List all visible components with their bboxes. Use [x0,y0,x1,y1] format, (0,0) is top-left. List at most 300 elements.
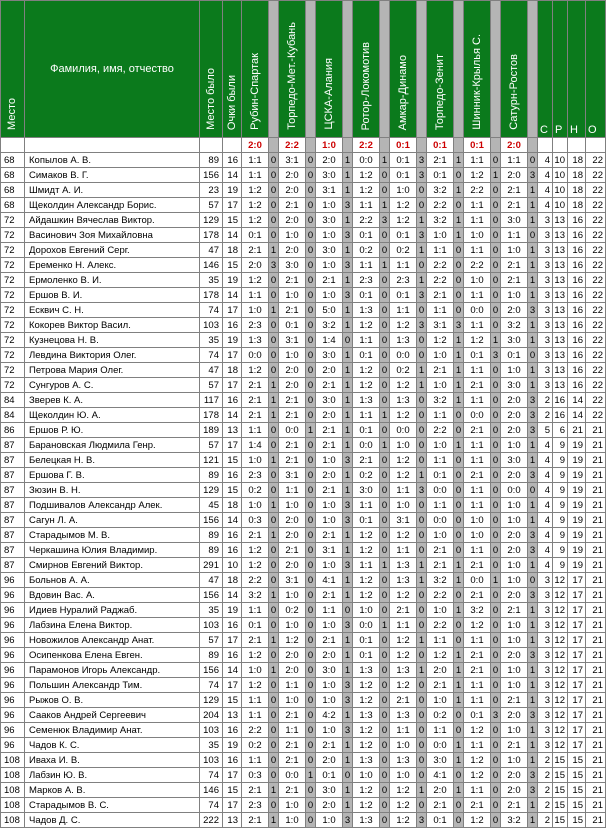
forecast-cell: 1:0 [501,558,528,573]
score-cell: 1 [343,468,353,483]
forecast-cell: 2:1 [464,378,491,393]
n-cell: 17 [568,663,586,678]
score-cell: 1 [343,738,353,753]
forecast-cell: 1:1 [464,198,491,213]
name-cell: Щеколдин Ю. А. [25,408,200,423]
score-cell: 1 [528,498,538,513]
r-cell: 12 [553,723,568,738]
points-were-cell: 16 [223,723,242,738]
forecast-cell: 1:3 [353,303,380,318]
forecast-cell: 2:0 [501,468,528,483]
score-cell: 0 [380,468,390,483]
name-cell: Вдовин Вас. А. [25,588,200,603]
forecast-cell: 2:3 [242,468,269,483]
score-cell: 0 [380,378,390,393]
r-cell: 16 [553,408,568,423]
score-cell: 0 [380,363,390,378]
score-cell: 0 [491,438,501,453]
forecast-cell: 3:2 [316,318,343,333]
table-row [1,753,606,768]
score-cell: 0 [491,243,501,258]
score-cell: 1 [269,378,279,393]
o-cell: 22 [586,213,606,228]
r-cell: 9 [553,468,568,483]
place-was-cell: 129 [200,483,223,498]
table-row [1,513,606,528]
score-cell: 1 [528,798,538,813]
o-cell: 21 [586,633,606,648]
score-cell: 3 [343,453,353,468]
forecast-cell: 0:0 [464,573,491,588]
score-cell: 0 [380,498,390,513]
score-cell: 3 [528,423,538,438]
forecast-cell: 1:2 [390,798,417,813]
score-cell: 3 [528,468,538,483]
score-cell: 0 [269,318,279,333]
forecast-cell: 1:3 [390,663,417,678]
score-cell: 1 [306,423,316,438]
c-cell: 3 [538,288,553,303]
forecast-cell: 1:0 [353,603,380,618]
forecast-cell: 1:2 [242,363,269,378]
r-cell: 12 [553,648,568,663]
forecast-cell: 2:2 [242,723,269,738]
score-cell: 1 [454,333,464,348]
score-cell: 0 [417,498,427,513]
score-cell: 0 [306,573,316,588]
name-cell: Рыжов О. В. [25,693,200,708]
place-cell: 72 [1,363,25,378]
score-cell: 0 [491,228,501,243]
place-was-cell: 57 [200,378,223,393]
name-cell: Черкашина Юлия Владимир. [25,543,200,558]
table-row [1,198,606,213]
n-cell: 15 [568,813,586,828]
score-cell: 1 [417,783,427,798]
score-cell: 0 [380,588,390,603]
header-match-8: Сатурн-Ростов [501,1,528,138]
score-cell: 0 [269,168,279,183]
score-cell: 0 [306,378,316,393]
name-cell: Польшин Александр Тим. [25,678,200,693]
forecast-cell: 1:1 [242,288,269,303]
score-cell: 0 [454,483,464,498]
table-row [1,183,606,198]
score-cell: 0 [380,633,390,648]
place-was-cell: 45 [200,498,223,513]
table-row [1,168,606,183]
forecast-cell: 2:1 [390,693,417,708]
r-cell: 13 [553,213,568,228]
score-cell: 0 [528,153,538,168]
score-cell: 0 [417,738,427,753]
score-cell: 0 [269,288,279,303]
forecast-cell: 1:3 [242,333,269,348]
header-match-4: Ротор-Локомотив [353,1,380,138]
score-cell: 0 [380,783,390,798]
forecast-cell: 2:1 [316,273,343,288]
forecast-cell: 1:3 [353,663,380,678]
place-was-cell: 74 [200,348,223,363]
score-cell: 1 [343,168,353,183]
forecast-cell: 1:2 [353,363,380,378]
score-cell: 1 [343,663,353,678]
name-cell: Лабзина Елена Виктор. [25,618,200,633]
score-cell: 0 [306,783,316,798]
forecast-cell: 1:4 [316,333,343,348]
forecast-cell: 1:2 [464,723,491,738]
forecast-cell: 1:2 [242,558,269,573]
score-cell: 0 [306,513,316,528]
forecast-cell: 3:0 [501,453,528,468]
r-cell: 15 [553,768,568,783]
forecast-cell: 1:0 [316,258,343,273]
score-cell: 1 [269,408,279,423]
header-match-3: ЦСКА-Алания [316,1,343,138]
forecast-cell: 3:0 [316,663,343,678]
place-was-cell: 129 [200,693,223,708]
score-cell: 0 [306,213,316,228]
forecast-cell: 3:2 [464,603,491,618]
forecast-cell: 1:1 [353,408,380,423]
points-were-cell: 13 [223,813,242,828]
score-cell: 1 [343,588,353,603]
score-cell: 0 [269,603,279,618]
score-cell: 1 [528,333,538,348]
forecast-cell: 2:0 [501,648,528,663]
table-row [1,348,606,363]
score-cell: 0 [306,408,316,423]
forecast-cell: 1:1 [353,258,380,273]
score-cell: 0 [269,618,279,633]
r-cell: 15 [553,813,568,828]
c-cell: 3 [538,318,553,333]
forecast-cell: 1:2 [279,633,306,648]
forecast-cell: 1:1 [464,453,491,468]
header-r: Р [553,1,568,138]
forecast-cell: 1:2 [353,588,380,603]
score-cell: 0 [269,573,279,588]
r-cell: 6 [553,423,568,438]
score-cell: 1 [528,183,538,198]
forecast-cell: 1:3 [390,558,417,573]
forecast-cell: 3:0 [316,393,343,408]
forecast-cell: 3:2 [242,588,269,603]
place-cell: 72 [1,303,25,318]
score-cell: 0 [454,258,464,273]
forecast-cell: 2:0 [501,783,528,798]
n-cell: 16 [568,378,586,393]
score-cell: 0 [306,363,316,378]
points-were-cell: 14 [223,513,242,528]
forecast-cell: 2:1 [242,243,269,258]
n-cell: 18 [568,198,586,213]
score-cell: 0 [491,468,501,483]
table-row [1,618,606,633]
points-were-cell: 14 [223,228,242,243]
forecast-cell: 0:0 [427,513,454,528]
score-cell: 0 [454,528,464,543]
points-were-cell: 14 [223,288,242,303]
points-were-cell: 15 [223,453,242,468]
forecast-cell: 1:0 [427,378,454,393]
score-cell: 0 [491,393,501,408]
forecast-cell: 2:1 [279,273,306,288]
points-were-cell: 14 [223,663,242,678]
forecast-cell: 0:2 [353,243,380,258]
score-cell: 0 [269,543,279,558]
forecast-cell: 1:2 [242,648,269,663]
forecast-cell: 2:2 [464,258,491,273]
place-was-cell: 47 [200,243,223,258]
score-cell: 0 [491,318,501,333]
score-cell: 0 [306,168,316,183]
score-cell: 1 [528,213,538,228]
forecast-cell: 0:1 [501,348,528,363]
forecast-cell: 0:1 [427,468,454,483]
n-cell: 17 [568,723,586,738]
score-cell: 0 [380,603,390,618]
score-cell: 0 [491,798,501,813]
o-cell: 22 [586,228,606,243]
r-cell: 13 [553,348,568,363]
forecast-cell: 3:1 [316,543,343,558]
forecast-cell: 2:1 [464,423,491,438]
name-cell: Белецкая Н. В. [25,453,200,468]
score-cell: 1 [417,573,427,588]
forecast-cell: 2:0 [501,393,528,408]
points-were-cell: 16 [223,753,242,768]
score-cell: 0 [417,453,427,468]
place-was-cell: 103 [200,753,223,768]
score-cell: 1 [417,663,427,678]
forecast-cell: 2:0 [279,183,306,198]
forecast-cell: 1:2 [390,783,417,798]
score-cell: 0 [380,768,390,783]
score-cell: 1 [528,243,538,258]
forecast-cell: 1:1 [279,723,306,738]
forecast-cell: 1:1 [390,618,417,633]
score-cell: 0 [491,498,501,513]
forecast-cell: 0:1 [242,228,269,243]
score-cell: 0 [343,333,353,348]
points-were-cell: 13 [223,423,242,438]
place-was-cell: 103 [200,723,223,738]
forecast-cell: 2:0 [242,258,269,273]
forecast-cell: 0:3 [242,513,269,528]
place-was-cell: 47 [200,363,223,378]
score-cell: 0 [417,303,427,318]
forecast-cell: 2:0 [279,528,306,543]
score-cell: 0 [417,753,427,768]
place-cell: 68 [1,153,25,168]
forecast-cell: 0:2 [242,738,269,753]
forecast-cell: 2:1 [427,363,454,378]
table-row [1,528,606,543]
forecast-cell: 1:0 [316,723,343,738]
table-row [1,423,606,438]
o-cell: 21 [586,483,606,498]
score-cell: 0 [269,363,279,378]
forecast-cell: 1:3 [390,333,417,348]
place-was-cell: 103 [200,318,223,333]
forecast-cell: 1:2 [390,648,417,663]
place-was-cell: 178 [200,408,223,423]
place-was-cell: 222 [200,813,223,828]
o-cell: 22 [586,288,606,303]
score-cell: 0 [528,228,538,243]
forecast-cell: 1:2 [390,213,417,228]
score-cell: 0 [454,798,464,813]
score-cell: 0 [380,573,390,588]
place-cell: 72 [1,348,25,363]
forecast-cell: 1:1 [316,603,343,618]
name-cell: Старадымов В. С. [25,798,200,813]
c-cell: 3 [538,693,553,708]
score-cell: 1 [454,378,464,393]
forecast-cell: 1:0 [279,288,306,303]
score-cell: 0 [380,708,390,723]
o-cell: 21 [586,723,606,738]
forecast-cell: 2:2 [427,258,454,273]
score-cell: 0 [306,498,316,513]
score-cell: 3 [528,393,538,408]
forecast-cell: 1:0 [501,573,528,588]
score-cell: 1 [343,183,353,198]
score-cell: 0 [380,243,390,258]
score-cell: 0 [306,798,316,813]
forecast-cell: 1:0 [390,438,417,453]
forecast-cell: 2:1 [501,198,528,213]
place-was-cell: 121 [200,453,223,468]
place-cell: 87 [1,543,25,558]
score-cell: 0 [491,528,501,543]
forecast-cell: 0:0 [353,438,380,453]
score-cell: 0 [306,243,316,258]
r-cell: 9 [553,483,568,498]
forecast-cell: 2:2 [353,213,380,228]
n-cell: 19 [568,558,586,573]
forecast-cell: 2:1 [427,558,454,573]
forecast-cell: 2:1 [279,408,306,423]
forecast-cell: 1:0 [501,618,528,633]
score-cell: 0 [269,798,279,813]
forecast-cell: 2:0 [316,798,343,813]
name-cell: Симаков В. Г. [25,168,200,183]
forecast-cell: 1:3 [353,753,380,768]
place-was-cell: 129 [200,213,223,228]
score-cell: 1 [343,783,353,798]
forecast-cell: 0:1 [353,423,380,438]
name-cell: Ершов Р. Ю. [25,423,200,438]
score-cell: 3 [343,258,353,273]
forecast-cell: 2:3 [242,318,269,333]
score-cell: 1 [269,783,279,798]
forecast-cell: 1:1 [390,483,417,498]
forecast-cell: 2:1 [427,798,454,813]
score-cell: 1 [528,513,538,528]
score-cell: 0 [269,558,279,573]
score-cell: 0 [491,543,501,558]
o-cell: 22 [586,408,606,423]
table-row [1,573,606,588]
forecast-cell: 1:1 [390,303,417,318]
forecast-cell: 2:1 [501,693,528,708]
forecast-cell: 4:1 [427,768,454,783]
forecast-cell: 3:0 [279,258,306,273]
forecast-cell: 1:0 [427,603,454,618]
header-place-was: Место было [200,1,223,138]
score-cell: 0 [528,483,538,498]
score-cell: 0 [491,408,501,423]
n-cell: 19 [568,468,586,483]
forecast-cell: 2:1 [242,813,269,828]
forecast-cell: 3:2 [427,213,454,228]
score-cell: 3 [343,288,353,303]
score-cell: 0 [269,153,279,168]
table-row [1,288,606,303]
forecast-cell: 1:1 [464,543,491,558]
place-was-cell: 35 [200,603,223,618]
score-cell: 0 [306,633,316,648]
score-cell: 1 [380,558,390,573]
name-cell: Сагун Л. А. [25,513,200,528]
forecast-cell: 2:2 [427,273,454,288]
o-cell: 22 [586,243,606,258]
name-cell: Ивахa И. В. [25,753,200,768]
forecast-cell: 2:1 [279,708,306,723]
name-cell: Зюзин В. Н. [25,483,200,498]
forecast-cell: 1:1 [390,723,417,738]
forecast-cell: 1:1 [464,318,491,333]
r-cell: 12 [553,633,568,648]
n-cell: 19 [568,438,586,453]
score-cell: 0 [306,588,316,603]
c-cell: 2 [538,768,553,783]
forecast-cell: 2:0 [316,153,343,168]
forecast-cell: 1:2 [353,783,380,798]
forecast-cell: 2:0 [427,783,454,798]
score-cell: 1 [454,363,464,378]
forecast-cell: 2:1 [279,738,306,753]
points-were-cell: 15 [223,483,242,498]
forecast-cell: 2:0 [279,558,306,573]
forecast-cell: 2:0 [316,468,343,483]
forecast-cell: 3:1 [390,513,417,528]
forecast-cell: 2:0 [501,588,528,603]
points-were-cell: 17 [223,438,242,453]
score-cell: 1 [380,198,390,213]
place-cell: 87 [1,528,25,543]
score-cell: 1 [269,588,279,603]
forecast-cell: 2:1 [427,543,454,558]
points-were-cell: 17 [223,633,242,648]
r-cell: 13 [553,363,568,378]
forecast-cell: 2:1 [242,408,269,423]
score-cell: 1 [269,393,279,408]
o-cell: 22 [586,258,606,273]
forecast-cell: 2:1 [242,633,269,648]
points-were-cell: 17 [223,303,242,318]
forecast-cell: 0:0 [427,483,454,498]
place-cell: 96 [1,618,25,633]
place-cell: 87 [1,513,25,528]
c-cell: 3 [538,303,553,318]
score-cell: 1 [417,243,427,258]
forecast-cell: 1:0 [242,303,269,318]
forecast-cell: 2:1 [279,303,306,318]
forecast-cell: 2:2 [427,618,454,633]
